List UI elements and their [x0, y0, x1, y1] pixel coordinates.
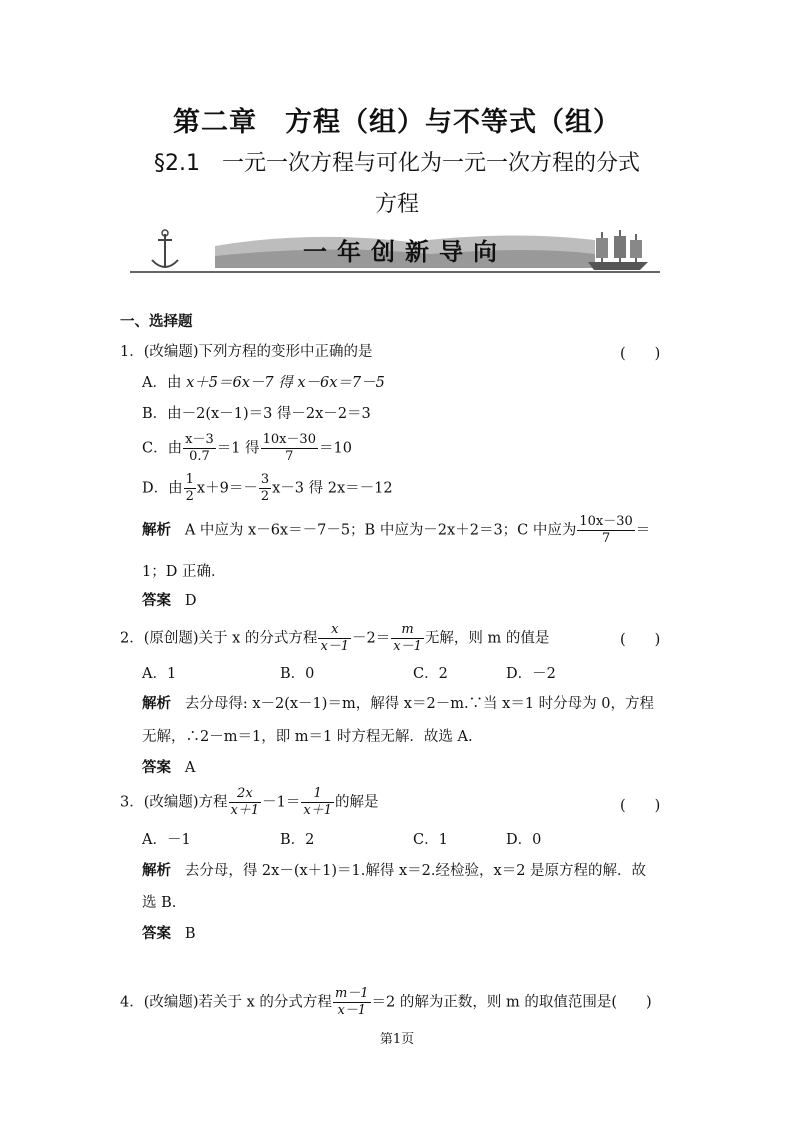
question-1-analysis-cont: 1；D 正确． [142, 564, 226, 580]
question-2-option-d: D．－2 [506, 666, 556, 682]
question-3-option-a: A．－1 [142, 832, 191, 848]
ship-icon [588, 230, 648, 270]
question-2-option-c: C．2 [413, 666, 448, 682]
question-3-answer-blank: ( ) [620, 798, 661, 814]
question-3-answer: 答案 B [142, 926, 196, 942]
question-1-option-a: A．由 x＋5＝6x－7 得 x－6x＝7－5 [142, 375, 385, 391]
chapter-title: 第二章 方程（组）与不等式（组） [173, 107, 621, 138]
question-3-analysis-cont: 选 B. [142, 895, 177, 911]
question-4-stem: 4．(改编题)若关于 x 的分式方程 $\frac{m-1}{x-1}$ ＝2 的解为正数，则 m 的取值范围是( ) [120, 986, 652, 1018]
question-3-option-d: D．0 [506, 832, 542, 848]
question-2-answer-blank: ( ) [620, 632, 661, 648]
question-1-option-d: D．由 $\frac{1}{2}$ x＋9＝－ $\frac{3}{2}$ x－3 得 2x＝－12 [142, 472, 393, 504]
section-heading: 一、选择题 [120, 314, 193, 330]
question-1-stem: 1．(改编题)下列方程的变形中正确的是 [120, 344, 373, 360]
anchor-icon [152, 230, 178, 268]
question-1-answer: 答案 D [142, 593, 197, 609]
question-2-stem: 2．(原创题)关于 x 的分式方程 $\frac{x}{x-1}$ －2＝ $\frac{m}{x-1}$ 无解，则 m 的值是 [120, 622, 550, 654]
question-1-option-b: B．由－2(x－1)＝3 得－2x－2＝3 [142, 406, 371, 422]
question-3-option-b: B．2 [280, 832, 315, 848]
question-3-stem: 3．(改编题)方程 $\frac{2x}{x+1}$ －1＝ $\frac{1}{x+1}$ 的解是 [120, 786, 379, 818]
question-1-answer-blank: ( ) [620, 346, 661, 362]
page-number: 第1页 [379, 1032, 415, 1047]
question-2-answer: 答案 A [142, 760, 196, 776]
banner-text: 一年创新导向 [303, 238, 507, 266]
question-1-analysis: 解析 A 中应为 x－6x＝－7－5；B 中应为－2x＋2＝3；C 中应为 $\frac{10x-30}{7}$ ＝ [142, 514, 651, 546]
section-title-line2: 方程 [374, 192, 419, 217]
question-3-analysis: 解析 去分母，得 2x－(x＋1)＝1.解得 x＝2.经检验，x＝2 是原方程的解．故 [142, 863, 647, 879]
section-title-line1: §2.1 一元一次方程与可化为一元一次方程的分式 [154, 151, 640, 176]
question-2-analysis: 解析 去分母得: x－2(x－1)＝m，解得 x＝2－m.∵当 x＝1 时分母为 0，方程 [142, 696, 655, 712]
question-1-option-c: C．由 $\frac{x-3}{0.7}$ ＝1 得 $\frac{10x-30}{7}$ ＝10 [142, 432, 352, 464]
question-2-option-b: B．0 [280, 666, 315, 682]
question-3-option-c: C．1 [413, 832, 448, 848]
question-2-analysis-cont: 无解，∴2－m＝1，即 m＝1 时方程无解．故选 A. [142, 729, 473, 745]
question-2-option-a: A．1 [142, 666, 177, 682]
